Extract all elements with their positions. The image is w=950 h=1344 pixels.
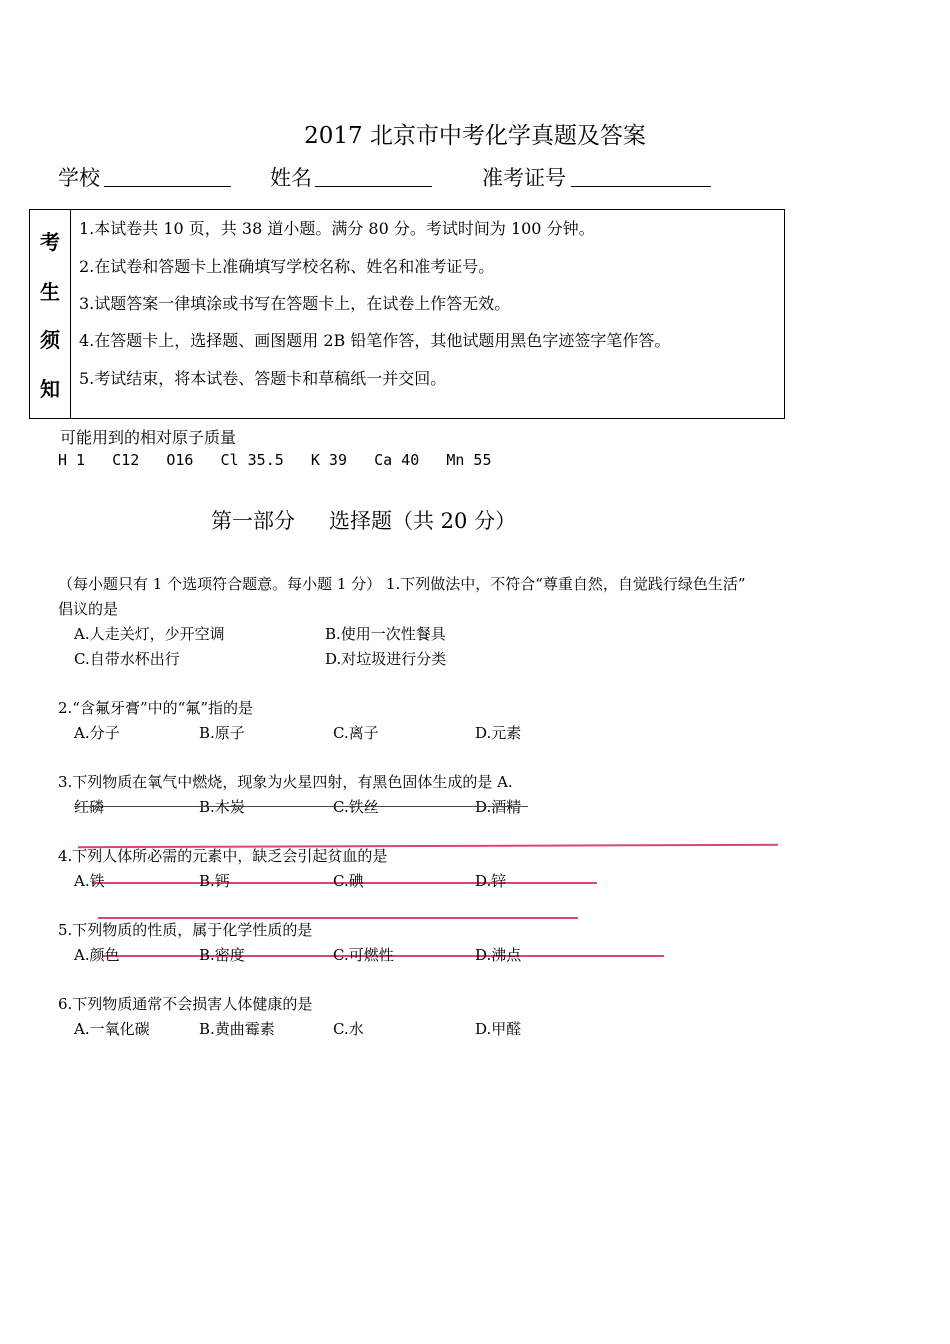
notice-item: 5.考试结束，将本试卷、答题卡和草稿纸一并交回。 (79, 369, 447, 388)
question-2-option-b: B.原子 (199, 724, 245, 742)
side-char: 须 (40, 328, 60, 352)
side-char: 知 (40, 377, 60, 401)
question-3-option-b: B.木炭 (199, 798, 245, 816)
exam-notice-box (29, 209, 785, 419)
exam-id-blank (571, 186, 711, 187)
notice-side-label (30, 210, 71, 418)
question-1-option-b: B.使用一次性餐具 (325, 625, 446, 643)
question-2-option-a: A.分子 (74, 724, 120, 742)
question-2-option-c: C.离子 (333, 724, 379, 742)
question-3-option-d: D.酒精 (475, 798, 522, 816)
question-6-option-b: B.黄曲霉素 (199, 1020, 275, 1038)
question-6-option-c: C.水 (333, 1020, 364, 1038)
question-3-option-a: 红磷 (74, 798, 105, 816)
question-4-option-a: A.铁 (74, 872, 105, 890)
question-1-option-a: A.人走关灯，少开空调 (74, 625, 225, 643)
section-part: 第一部分 (211, 509, 295, 533)
question-2-option-d: D.元素 (475, 724, 522, 742)
question-6-option-a: A.一氧化碳 (74, 1020, 150, 1038)
notice-item: 4.在答题卡上，选择题、画图题用 2B 铅笔作答，其他试题用黑色字迹签字笔作答。 (79, 331, 671, 350)
name-blank (315, 186, 432, 187)
question-3-stem: 3.下列物质在氧气中燃烧，现象为火星四射，有黑色固体生成的是 A. (58, 773, 513, 791)
question-5-option-d: D.沸点 (475, 946, 522, 964)
question-1-option-c: C.自带水杯出行 (74, 650, 180, 668)
question-4-option-b: B.钙 (199, 872, 230, 890)
name-label: 姓名 (270, 166, 312, 190)
school-blank (104, 186, 231, 187)
question-5-option-b: B.密度 (199, 946, 245, 964)
exam-id-label: 准考证号 (482, 166, 566, 190)
side-char: 生 (40, 280, 60, 304)
question-3-option-c: C.铁丝 (333, 798, 379, 816)
notice-item: 3.试题答案一律填涂或书写在答题卡上，在试卷上作答无效。 (79, 294, 511, 313)
section-heading (211, 505, 516, 535)
question-4-option-d: D.锌 (475, 872, 507, 890)
question-5-option-a: A.颜色 (74, 946, 120, 964)
notice-item: 1.本试卷共 10 页，共 38 道小题。满分 80 分。考试时间为 100 分钟。 (79, 219, 595, 238)
atomic-mass-label: 可能用到的相对原子质量 (60, 428, 237, 447)
section-title: 选择题（共 20 分） (329, 509, 517, 533)
notice-item: 2.在试卷和答题卡上准确填写学校名称、姓名和准考证号。 (79, 257, 495, 276)
school-label: 学校 (58, 166, 100, 190)
question-6-option-d: D.甲醛 (475, 1020, 522, 1038)
side-char: 考 (40, 230, 60, 254)
question-5-stem: 5.下列物质的性质，属于化学性质的是 (58, 921, 313, 939)
question-1-stem: （每小题只有 1 个选项符合题意。每小题 1 分） 1.下列做法中，不符合“尊重自然，自觉践行绿色生活” (58, 575, 746, 593)
question-2-stem: 2.“含氟牙膏”中的“氟”指的是 (58, 699, 253, 717)
question-4-option-c: C.碘 (333, 872, 364, 890)
question-1-stem-cont: 倡议的是 (58, 600, 119, 618)
question-1-option-d: D.对垃圾进行分类 (325, 650, 447, 668)
question-5-option-c: C.可燃性 (333, 946, 394, 964)
page-title: 2017 北京市中考化学真题及答案 (304, 123, 646, 149)
question-4-stem: 4.下列人体所必需的元素中，缺乏会引起贫血的是 (58, 847, 388, 865)
strikethrough-line (74, 806, 528, 807)
atomic-mass-values: H 1 C12 O16 Cl 35.5 K 39 Ca 40 Mn 55 (58, 451, 492, 469)
question-6-stem: 6.下列物质通常不会损害人体健康的是 (58, 995, 313, 1013)
